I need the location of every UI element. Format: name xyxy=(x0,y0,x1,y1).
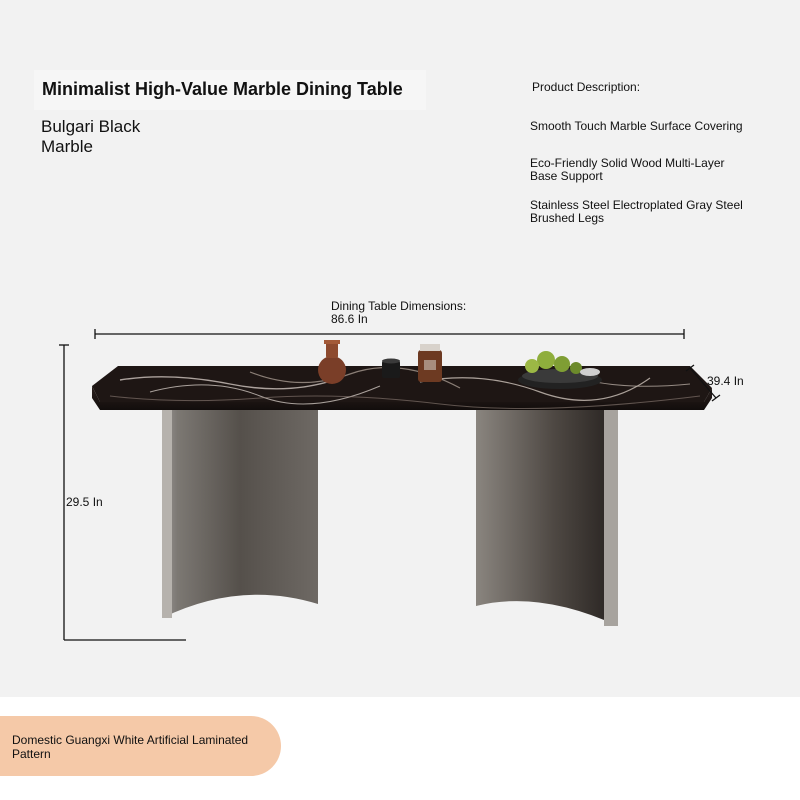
table-leg-right xyxy=(476,400,618,626)
decor-candle-jar xyxy=(418,344,442,382)
marble-tabletop xyxy=(92,366,712,410)
decor-vase xyxy=(318,340,346,384)
decor-fruit-bowl xyxy=(518,351,602,389)
description-item-surface: Smooth Touch Marble Surface Covering xyxy=(530,119,743,133)
dimension-height-label: 29.5 In xyxy=(66,495,103,509)
description-item-base: Eco-Friendly Solid Wood Multi-Layer Base Support xyxy=(530,156,725,183)
table-leg-left xyxy=(162,400,318,618)
dimension-length-label: 86.6 In xyxy=(331,312,368,326)
product-title: Minimalist High-Value Marble Dining Table xyxy=(42,79,403,99)
description-heading: Product Description: xyxy=(532,80,641,94)
material-option-label: Domestic Guangxi White Artificial Laminated Pattern xyxy=(12,733,249,761)
dimension-width-label: 39.4 In xyxy=(707,374,744,388)
dimension-heading: Dining Table Dimensions: xyxy=(331,299,467,313)
decor-candle-black xyxy=(382,359,400,379)
description-item-legs: Stainless Steel Electroplated Gray Steel Brushed Legs xyxy=(530,198,743,225)
dimension-length-line xyxy=(95,329,684,339)
product-subtitle: Bulgari Black Marble xyxy=(41,117,141,156)
